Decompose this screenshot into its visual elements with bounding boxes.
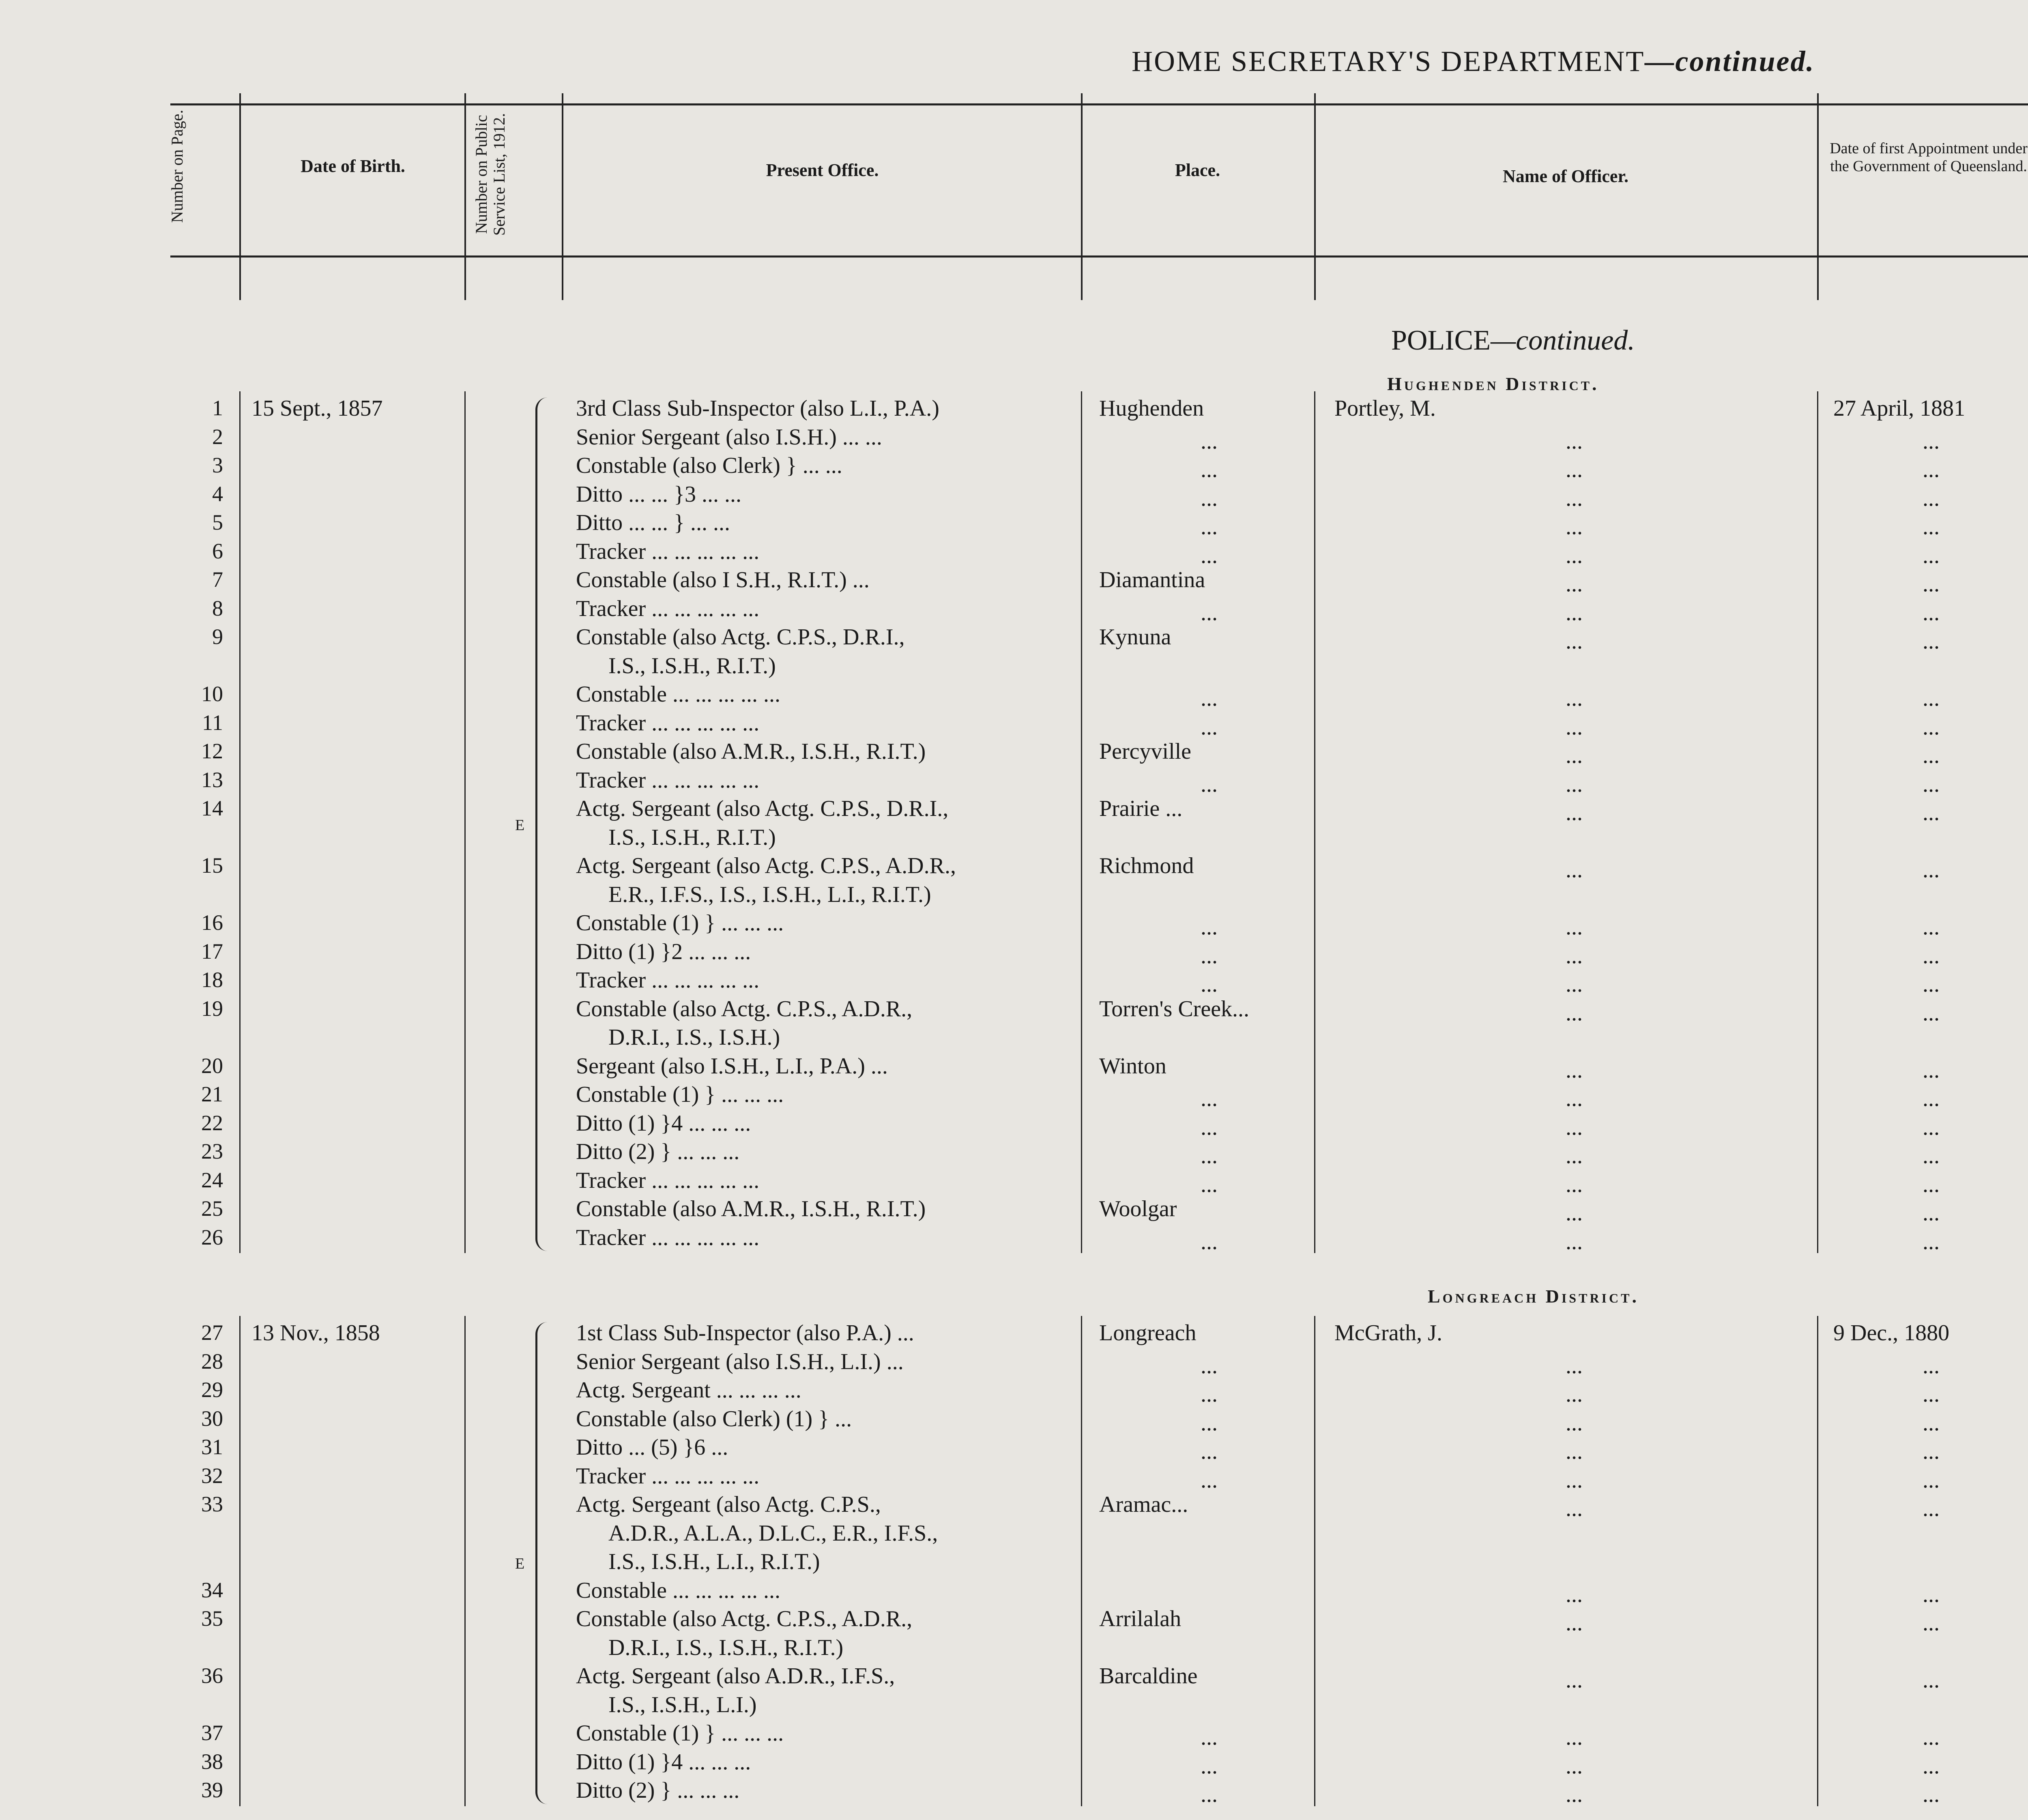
present-office: Constable (also Actg. C.P.S., A.D.R., <box>576 1606 913 1631</box>
place: ... <box>1201 1382 1218 1407</box>
row-number: 6 <box>212 539 223 563</box>
classification-label: E <box>515 816 525 834</box>
row-number: 28 <box>201 1349 223 1374</box>
row-number: 37 <box>201 1721 223 1745</box>
officer-dots: ... <box>1566 1114 1583 1140</box>
col-divider-1 <box>239 93 241 300</box>
header-title-main: HOME SECRETARY'S DEPARTMENT <box>1132 45 1645 77</box>
place: Longreach <box>1099 1320 1197 1346</box>
row-number: 11 <box>202 710 223 735</box>
present-office: Tracker ... ... ... ... ... <box>576 1225 760 1250</box>
row-number: 29 <box>201 1378 223 1402</box>
first-app-dots: ... <box>1923 943 1940 968</box>
row-number: 30 <box>201 1406 223 1431</box>
first-app-dots: ... <box>1923 1582 1940 1607</box>
row-number: 21 <box>201 1082 223 1106</box>
table-top-rule <box>170 103 2028 105</box>
place: ... <box>1201 514 1218 539</box>
first-app-dots: ... <box>1923 1782 1940 1807</box>
officer-dots: ... <box>1566 686 1583 711</box>
first-app-dots: ... <box>1923 485 1940 511</box>
body-col-rule <box>1314 1316 1315 1806</box>
present-office: Senior Sergeant (also I.S.H., L.I.) ... <box>576 1349 904 1374</box>
col-divider-6 <box>1817 93 1819 300</box>
first-app-dots: ... <box>1923 543 1940 568</box>
row-number: 9 <box>212 625 223 649</box>
present-office-cont: A.D.R., A.L.A., D.L.C., E.R., I.F.S., <box>608 1520 938 1546</box>
first-app-dots: ... <box>1923 1753 1940 1779</box>
present-office-cont: E.R., I.F.S., I.S., I.S.H., L.I., R.I.T.) <box>608 882 931 907</box>
place: ... <box>1201 543 1218 568</box>
officer-dots: ... <box>1566 1086 1583 1111</box>
first-app-dots: ... <box>1923 1725 1940 1750</box>
place: Arrilalah <box>1099 1606 1182 1631</box>
place: ... <box>1201 771 1218 797</box>
page-header-title <box>1132 45 1815 78</box>
place: Kynuna <box>1099 625 1171 650</box>
present-office-cont: I.S., I.S.H., L.I.) <box>608 1692 757 1717</box>
row-number: 10 <box>201 682 223 706</box>
first-app-dots: ... <box>1923 800 1940 825</box>
officer-dots: ... <box>1566 1353 1583 1378</box>
row-number: 19 <box>201 996 223 1021</box>
col-divider-5 <box>1314 93 1316 300</box>
present-office: Ditto (2) } ... ... ... <box>576 1139 740 1164</box>
row-number: 34 <box>201 1577 223 1602</box>
body-col-rule <box>1081 391 1082 1253</box>
first-app-dots: ... <box>1923 743 1940 768</box>
present-office: Ditto (2) } ... ... ... <box>576 1778 740 1803</box>
officer-dots: ... <box>1566 743 1583 768</box>
header-title-cont: —continued. <box>1645 45 1815 77</box>
first-app-dots: ... <box>1923 1496 1940 1521</box>
first-app-dots: ... <box>1923 1467 1940 1493</box>
place: Aramac... <box>1099 1492 1188 1517</box>
place: ... <box>1201 1229 1218 1254</box>
officer-dots: ... <box>1566 972 1583 997</box>
row-number: 22 <box>201 1110 223 1135</box>
present-office: Tracker ... ... ... ... ... <box>576 968 760 993</box>
row-number: 36 <box>201 1663 223 1688</box>
col-divider-3 <box>562 93 563 300</box>
officer-dots: ... <box>1566 771 1583 797</box>
officer-dots: ... <box>1566 600 1583 625</box>
row-number: 23 <box>201 1139 223 1163</box>
officer-dots: ... <box>1566 914 1583 940</box>
date-of-birth: 13 Nov., 1858 <box>251 1320 380 1346</box>
row-number: 15 <box>201 853 223 878</box>
place: ... <box>1201 1410 1218 1436</box>
body-col-rule <box>464 1316 466 1806</box>
col-header-ps-list: Number on Public Service List, 1912. <box>472 113 508 236</box>
officer-dots: ... <box>1566 1057 1583 1083</box>
present-office: Ditto (1) }2 ... ... ... <box>576 939 751 964</box>
first-app-dots: ... <box>1923 686 1940 711</box>
col-header-present-office: Present Office. <box>766 160 879 180</box>
present-office: Senior Sergeant (also I.S.H.) ... ... <box>576 424 882 450</box>
first-app-dots: ... <box>1923 1086 1940 1111</box>
place: ... <box>1201 1782 1218 1807</box>
body-col-rule <box>1081 1316 1082 1806</box>
present-office: Constable ... ... ... ... ... <box>576 1577 780 1603</box>
column-header-rule <box>170 255 2028 258</box>
officer-dots: ... <box>1566 1172 1583 1197</box>
col-divider-4 <box>1081 93 1083 300</box>
row-number: 26 <box>201 1225 223 1249</box>
officer-dots: ... <box>1566 714 1583 740</box>
officer-dots: ... <box>1566 457 1583 482</box>
present-office: Tracker ... ... ... ... ... <box>576 1168 760 1193</box>
present-office: Actg. Sergeant (also A.D.R., I.F.S., <box>576 1663 895 1689</box>
row-number: 4 <box>212 481 223 506</box>
first-app-dots: ... <box>1923 1353 1940 1378</box>
row-number: 1 <box>212 396 223 420</box>
present-office: Actg. Sergeant ... ... ... ... <box>576 1378 801 1403</box>
place: Woolgar <box>1099 1196 1177 1221</box>
place: Percyville <box>1099 739 1192 764</box>
officer-dots: ... <box>1566 1143 1583 1168</box>
row-number: 18 <box>201 968 223 992</box>
present-office: Tracker ... ... ... ... ... <box>576 539 760 564</box>
date-of-birth: 15 Sept., 1857 <box>251 396 383 421</box>
col-header-number-on-page: Number on Page. <box>168 109 186 223</box>
place: ... <box>1201 1353 1218 1378</box>
place: ... <box>1201 1172 1218 1197</box>
col-divider-2 <box>464 93 466 300</box>
present-office-cont: I.S., I.S.H., L.I., R.I.T.) <box>608 1549 820 1574</box>
place: Barcaldine <box>1099 1663 1198 1689</box>
first-app-dots: ... <box>1923 428 1940 454</box>
first-app-dots: ... <box>1923 771 1940 797</box>
place: ... <box>1201 1467 1218 1493</box>
present-office-cont: I.S., I.S.H., R.I.T.) <box>608 653 776 678</box>
officer-dots: ... <box>1566 800 1583 825</box>
present-office: Actg. Sergeant (also Actg. C.P.S., <box>576 1492 881 1517</box>
present-office-cont: I.S., I.S.H., R.I.T.) <box>608 824 776 850</box>
row-number: 24 <box>201 1168 223 1192</box>
first-app-dots: ... <box>1923 1000 1940 1026</box>
officer-dots: ... <box>1566 1467 1583 1493</box>
present-office: 1st Class Sub-Inspector (also P.A.) ... <box>576 1320 914 1346</box>
row-number: 31 <box>201 1435 223 1459</box>
place: Winton <box>1099 1053 1167 1079</box>
place: Torren's Creek... <box>1099 996 1250 1022</box>
present-office: Constable (also Clerk) } ... ... <box>576 453 842 478</box>
row-number: 33 <box>201 1492 223 1516</box>
grouping-bracket <box>535 1322 550 1804</box>
first-app-dots: ... <box>1923 1057 1940 1083</box>
present-office-cont: D.R.I., I.S., I.S.H.) <box>608 1025 780 1050</box>
section-title-cont: —continued. <box>1491 325 1635 356</box>
place: ... <box>1201 428 1218 454</box>
present-office: 3rd Class Sub-Inspector (also L.I., P.A.) <box>576 396 939 421</box>
officer-name: McGrath, J. <box>1334 1320 1442 1346</box>
first-app-dots: ... <box>1923 1439 1940 1464</box>
first-app-dots: ... <box>1923 1610 1940 1635</box>
present-office: Constable (1) } ... ... ... <box>576 1082 784 1107</box>
present-office: Constable (1) } ... ... ... <box>576 1721 784 1746</box>
col-header-place: Place. <box>1175 160 1220 180</box>
place: ... <box>1201 1143 1218 1168</box>
place: ... <box>1201 686 1218 711</box>
row-number: 7 <box>212 567 223 592</box>
place: ... <box>1201 1439 1218 1464</box>
first-app-dots: ... <box>1923 629 1940 654</box>
present-office: Ditto ... ... } ... ... <box>576 510 730 535</box>
first-appointment-date: 27 April, 1881 <box>1833 396 1966 421</box>
body-col-rule <box>239 1316 241 1806</box>
row-number: 3 <box>212 453 223 477</box>
place: ... <box>1201 914 1218 940</box>
officer-dots: ... <box>1566 1782 1583 1807</box>
place: ... <box>1201 1086 1218 1111</box>
officer-dots: ... <box>1566 1610 1583 1635</box>
present-office: Tracker ... ... ... ... ... <box>576 1463 760 1489</box>
classification-label: E <box>515 1555 525 1573</box>
first-app-dots: ... <box>1923 600 1940 625</box>
present-office: Ditto (1) }4 ... ... ... <box>576 1749 751 1775</box>
officer-dots: ... <box>1566 629 1583 654</box>
present-office: Tracker ... ... ... ... ... <box>576 767 760 793</box>
first-app-dots: ... <box>1923 972 1940 997</box>
row-number: 13 <box>201 767 223 792</box>
present-office: Actg. Sergeant (also Actg. C.P.S., D.R.I., <box>576 796 949 821</box>
col-header-name: Name of Officer. <box>1503 166 1628 186</box>
first-app-dots: ... <box>1923 1172 1940 1197</box>
officer-dots: ... <box>1566 1753 1583 1779</box>
row-number: 35 <box>201 1606 223 1631</box>
district-heading: Longreach District. <box>1428 1286 1639 1307</box>
row-number: 5 <box>212 510 223 534</box>
officer-dots: ... <box>1566 1382 1583 1407</box>
first-app-dots: ... <box>1923 1229 1940 1254</box>
place: Prairie ... <box>1099 796 1183 821</box>
row-number: 14 <box>201 796 223 820</box>
present-office: Ditto (1) }4 ... ... ... <box>576 1110 751 1136</box>
col-header-date-of-birth: Date of Birth. <box>301 156 405 176</box>
place: Diamantina <box>1099 567 1205 592</box>
officer-dots: ... <box>1566 543 1583 568</box>
officer-dots: ... <box>1566 857 1583 882</box>
first-appointment-date: 9 Dec., 1880 <box>1833 1320 1950 1346</box>
row-number: 25 <box>201 1196 223 1221</box>
present-office: Constable ... ... ... ... ... <box>576 682 780 707</box>
row-number: 2 <box>212 424 223 449</box>
officer-dots: ... <box>1566 428 1583 454</box>
present-office: Ditto ... (5) }6 ... <box>576 1435 728 1460</box>
first-app-dots: ... <box>1923 514 1940 539</box>
present-office: Constable (also A.M.R., I.S.H., R.I.T.) <box>576 739 926 764</box>
present-office: Constable (also Actg. C.P.S., D.R.I., <box>576 625 905 650</box>
officer-dots: ... <box>1566 514 1583 539</box>
present-office: Tracker ... ... ... ... ... <box>576 710 760 736</box>
section-title <box>1391 324 1635 357</box>
row-number: 38 <box>201 1749 223 1774</box>
present-office: Actg. Sergeant (also Actg. C.P.S., A.D.R., <box>576 853 956 878</box>
row-number: 12 <box>201 739 223 763</box>
body-col-rule <box>1817 391 1818 1253</box>
row-number: 16 <box>201 910 223 935</box>
first-app-dots: ... <box>1923 914 1940 940</box>
first-app-dots: ... <box>1923 457 1940 482</box>
place: ... <box>1201 1114 1218 1140</box>
place: ... <box>1201 1725 1218 1750</box>
place: ... <box>1201 600 1218 625</box>
col-header-first-appointment: Date of first Appointment under the Government of Queensland. <box>1830 140 2028 175</box>
place: ... <box>1201 943 1218 968</box>
body-col-rule <box>464 391 466 1253</box>
first-app-dots: ... <box>1923 1114 1940 1140</box>
body-col-rule <box>1817 1316 1818 1806</box>
place: Hughenden <box>1099 396 1204 421</box>
present-office: Ditto ... ... }3 ... ... <box>576 481 741 507</box>
officer-dots: ... <box>1566 1439 1583 1464</box>
officer-name: Portley, M. <box>1334 396 1436 421</box>
place: ... <box>1201 714 1218 740</box>
officer-dots: ... <box>1566 1200 1583 1225</box>
section-title-main: POLICE <box>1391 325 1491 356</box>
place: ... <box>1201 972 1218 997</box>
row-number: 27 <box>201 1320 223 1345</box>
officer-dots: ... <box>1566 1410 1583 1436</box>
district-heading: Hughenden District. <box>1387 373 1599 394</box>
officer-dots: ... <box>1566 1229 1583 1254</box>
body-col-rule <box>1314 391 1315 1253</box>
officer-dots: ... <box>1566 1668 1583 1693</box>
first-app-dots: ... <box>1923 1200 1940 1225</box>
present-office: Constable (also A.M.R., I.S.H., R.I.T.) <box>576 1196 926 1221</box>
present-office: Sergeant (also I.S.H., L.I., P.A.) ... <box>576 1053 888 1079</box>
row-number: 17 <box>201 939 223 964</box>
row-number: 20 <box>201 1053 223 1078</box>
first-app-dots: ... <box>1923 1143 1940 1168</box>
officer-dots: ... <box>1566 1000 1583 1026</box>
first-app-dots: ... <box>1923 714 1940 740</box>
body-col-rule <box>239 391 241 1253</box>
first-app-dots: ... <box>1923 857 1940 882</box>
grouping-bracket <box>535 397 550 1251</box>
row-number: 32 <box>201 1463 223 1488</box>
first-app-dots: ... <box>1923 571 1940 597</box>
present-office: Constable (1) } ... ... ... <box>576 910 784 936</box>
officer-dots: ... <box>1566 1582 1583 1607</box>
present-office: Constable (also Clerk) (1) } ... <box>576 1406 852 1432</box>
present-office-cont: D.R.I., I.S., I.S.H., R.I.T.) <box>608 1635 844 1660</box>
first-app-dots: ... <box>1923 1668 1940 1693</box>
officer-dots: ... <box>1566 571 1583 597</box>
present-office: Tracker ... ... ... ... ... <box>576 596 760 621</box>
place: Richmond <box>1099 853 1194 878</box>
row-number: 39 <box>201 1778 223 1802</box>
first-app-dots: ... <box>1923 1382 1940 1407</box>
officer-dots: ... <box>1566 1725 1583 1750</box>
first-app-dots: ... <box>1923 1410 1940 1436</box>
place: ... <box>1201 457 1218 482</box>
place: ... <box>1201 485 1218 511</box>
present-office: Constable (also Actg. C.P.S., A.D.R., <box>576 996 913 1022</box>
officer-dots: ... <box>1566 943 1583 968</box>
officer-dots: ... <box>1566 1496 1583 1521</box>
officer-dots: ... <box>1566 485 1583 511</box>
row-number: 8 <box>212 596 223 620</box>
present-office: Constable (also I S.H., R.I.T.) ... <box>576 567 870 592</box>
place: ... <box>1201 1753 1218 1779</box>
